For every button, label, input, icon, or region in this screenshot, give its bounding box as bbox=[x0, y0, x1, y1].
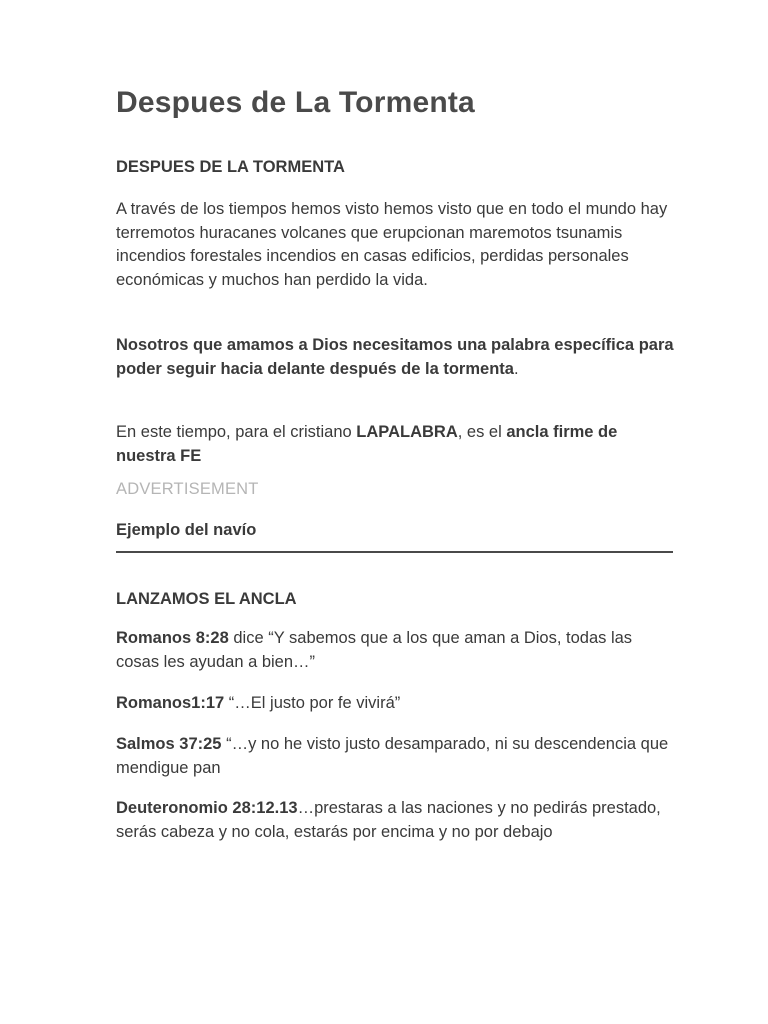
anchor-text-start: En este tiempo, para el cristiano bbox=[116, 423, 357, 441]
anchor-paragraph bbox=[116, 421, 676, 468]
article-heading: DESPUES DE LA TORMENTA bbox=[116, 158, 345, 176]
intro-paragraph: A través de los tiempos hemos visto hemos visto que en todo el mundo hay terremotos huracanes volcanes que erupcionan maremotos tsunamis incendios forestales incendios en casas edificios, perdidas personales económicas y muchos han perdido la vida. bbox=[116, 200, 668, 289]
anchor-text-mid: , es el bbox=[457, 423, 507, 441]
verse-text: dice “Y sabemos que a los que aman a Dios, todas las cosas les ayudan a bien…” bbox=[116, 629, 633, 671]
verse-text: “…y no he visto justo desamparado, ni su descendencia que mendigue pan bbox=[116, 735, 669, 777]
subheading: Ejemplo del navío bbox=[116, 521, 257, 539]
verse-paragraph bbox=[116, 797, 676, 844]
verse-text: …prestaras a las naciones y no pedirás prestado, serás cabeza y no cola, estarás por encima y no por debajo bbox=[116, 799, 661, 841]
verse-reference: Deuteronomio 28:12.13 bbox=[116, 799, 298, 817]
need-word-bold-text: Nosotros que amamos a Dios necesitamos una palabra específica para poder seguir hacia delante después de la tormenta bbox=[116, 336, 674, 378]
need-word-period: . bbox=[513, 359, 519, 378]
page-title: Despues de La Tormenta bbox=[116, 86, 475, 119]
verse-reference: Romanos1:17 bbox=[116, 694, 225, 712]
word-bold-text: LAPALABRA bbox=[356, 423, 458, 441]
anchor-bold-text: ancla firme de nuestra FE bbox=[116, 423, 618, 465]
verse-paragraph bbox=[116, 627, 676, 674]
advertisement-label: ADVERTISEMENT bbox=[116, 480, 259, 498]
verse-paragraph bbox=[116, 692, 676, 716]
need-word-paragraph bbox=[116, 334, 676, 381]
verse-reference: Romanos 8:28 bbox=[116, 629, 229, 647]
section-heading: LANZAMOS EL ANCLA bbox=[116, 590, 297, 608]
verse-text: “…El justo por fe vivirá” bbox=[224, 694, 401, 712]
divider bbox=[116, 551, 673, 553]
verse-paragraph bbox=[116, 733, 676, 780]
verse-reference: Salmos 37:25 bbox=[116, 735, 222, 753]
